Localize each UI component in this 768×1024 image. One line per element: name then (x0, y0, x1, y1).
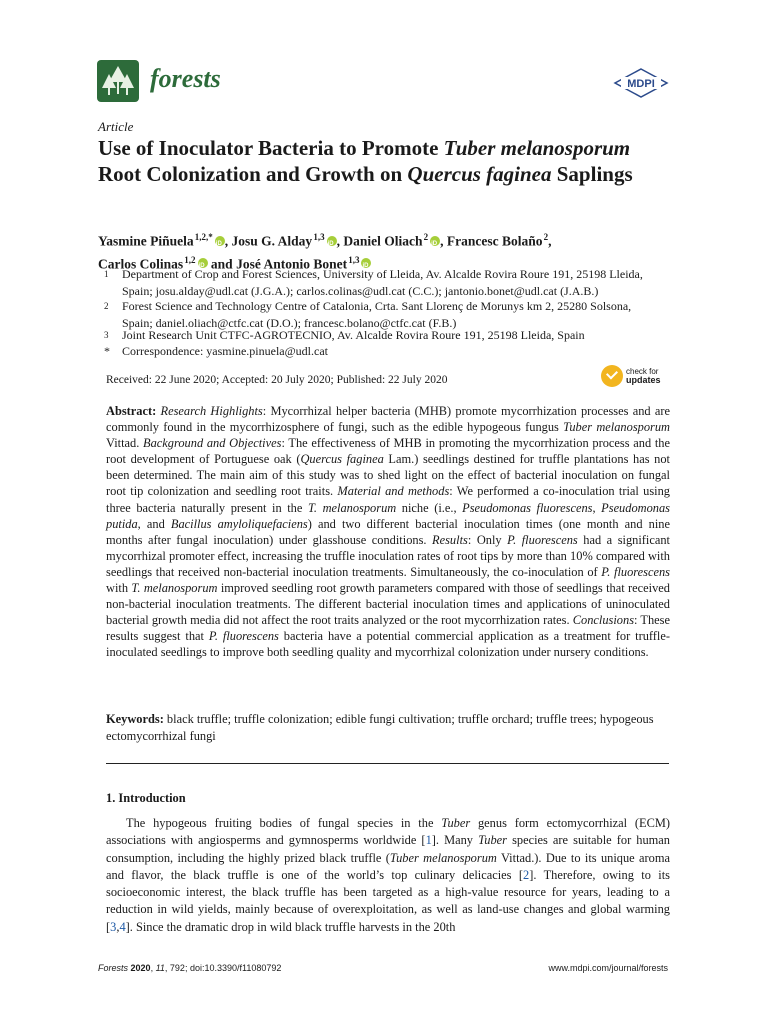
abstract: Abstract: Research Highlights: Mycorrhizal helper bacteria (MHB) promote mycorrhization processes and are commonly found in the mycorrhizosphere of fungi, such as the edible hypogeous fungus Tuber melanosporum Vittad. Background and Objectives: The effectiveness of MHB in promoting the mycorrhization process and the root development of Portuguese oak (Quercus faginea Lam.) seedlings destined for truffle plantations has not been determined. The main aim of this study was to shed light on the effect of bacterial inoculation on fungal root tip colonization and seedling root traits. Material and methods: We performed a co-inoculation trial using three bacteria naturally present in the T. melanosporum niche (i.e., Pseudomonas fluorescens, Pseudomonas putida, and Bacillus amyloliquefaciens) and two different bacterial inoculation times (one month and nine months after fungal inoculation) under glasshouse conditions. Results: Only P. fluorescens had a significant mycorrhizal promoter effect, increasing the truffle inoculation rates of root tips by more than 10% compared with seedlings that received non-bacterial inoculation treatments. Simultaneously, the co-inoculation of P. fluorescens with T. melanosporum improved seedling root growth parameters compared with those of seedlings that received non-bacterial inoculation treatments. The different bacterial inoculation times and applications of uninoculated bacterial growth media did not affect the root traits analyzed or the root mycorrhization rates. Conclusions: These results suggest that P. fluorescens bacteria have a potential commercial application as a treatment for truffle-inoculated seedlings to improve both seedling quality and mycorrhizal colonization under nursery conditions. (106, 404, 671, 660)
affiliation: 3 Joint Research Unit CTFC-AGROTECNIO, Av. Alcalde Rovira Roure 191, 25198 Lleida, Spain (104, 328, 585, 342)
journal-url-link[interactable]: www.mdpi.com/journal/forests (548, 963, 668, 973)
author-name[interactable]: Josu G. Alday (231, 233, 313, 249)
paper-title: Use of Inoculator Bacteria to Promote Tuber melanosporum Root Colonization and Growth on Quercus faginea Saplings (98, 136, 633, 186)
article-type: Article (98, 119, 134, 134)
intro-paragraph: The hypogeous fruiting bodies of fungal species in the Tuber genus form ectomycorrhizal (ECM) associations with angiosperms and gymnosperms worldwide [1]. Many Tuber species are suitable for human consumption, including the highly prized black truffle (Tuber melanosporum Vittad.). Due to its unique aroma and flavor, the black truffle is one of the world’s top culinary delicacies [2]. Therefore, owing to its socioeconomic interest, the black truffle has been targeted as a high-value resource for years, leading to a reduction in wild yields, mainly because of overexploitation, as well as land-use changes and global warming [3,4]. Since the dramatic drop in wild black truffle harvests in the 20th (106, 816, 671, 934)
orcid-icon[interactable] (215, 236, 225, 246)
citation-link[interactable]: 1 (425, 833, 432, 848)
journal-name: forests (150, 64, 221, 93)
check-for-updates-button[interactable]: check for updates (601, 365, 671, 389)
orcid-icon[interactable] (430, 236, 440, 246)
citation-footer: Forests 2020, 11, 792; doi:10.3390/f11080792 (98, 963, 282, 973)
check-updates-icon (601, 365, 623, 387)
citation-link[interactable]: 2 (523, 867, 530, 882)
section-heading: 1. Introduction (106, 791, 186, 805)
citation-link[interactable]: 3 (110, 919, 117, 934)
publication-dates: Received: 22 June 2020; Accepted: 20 July 2020; Published: 22 July 2020 (106, 374, 448, 386)
author-name[interactable]: Daniel Oliach (343, 233, 423, 249)
author-name[interactable]: José Antonio Bonet (236, 256, 348, 271)
citation-link[interactable]: 4 (119, 919, 126, 934)
journal-logo-icon (97, 60, 139, 102)
author-name[interactable]: Francesc Bolaño (446, 233, 543, 249)
section-divider (106, 763, 669, 764)
author-name[interactable]: Yasmine Piñuela (98, 233, 194, 249)
keywords: Keywords: black truffle; truffle colonization; edible fungi cultivation; truffle orchard; truffle trees; hypogeous ectomycorrhizal fungi (106, 712, 654, 743)
affiliation: 1 Department of Crop and Forest Sciences, University of Lleida, Av. Alcalde Rovira Roure 191, 25198 Lleida, Spain; josu.alday@udl.cat (J.G.A.); carlos.colinas@udl.cat (C.C.); jantonio.bonet@udl.cat (J.A.B.) (104, 267, 643, 298)
orcid-icon[interactable] (327, 236, 337, 246)
author-name[interactable]: Carlos Colinas (98, 256, 184, 271)
correspondence: * Correspondence: yasmine.pinuela@udl.cat (104, 344, 328, 358)
affiliation: 2 Forest Science and Technology Centre of Catalonia, Crta. Sant Llorenç de Morunys km 2, 25280 Solsona, Spain; daniel.oliach@ctfc.cat (D.O.); francesc.bolano@ctfc.cat (F.B.) (104, 299, 632, 330)
publisher-name: MDPI (627, 78, 655, 90)
author-list: Yasmine Piñuela $^{1,2,*}$iD , Josu G. Alday $^{1,3}$iD , Daniel Oliach $^2$iD , Francesc Bolaño $^2$, Carlos Colinas $^{1,2}$iD and José Antonio Bonet $^{1,3}$iD (98, 228, 658, 273)
mdpi-logo-icon (613, 68, 669, 103)
